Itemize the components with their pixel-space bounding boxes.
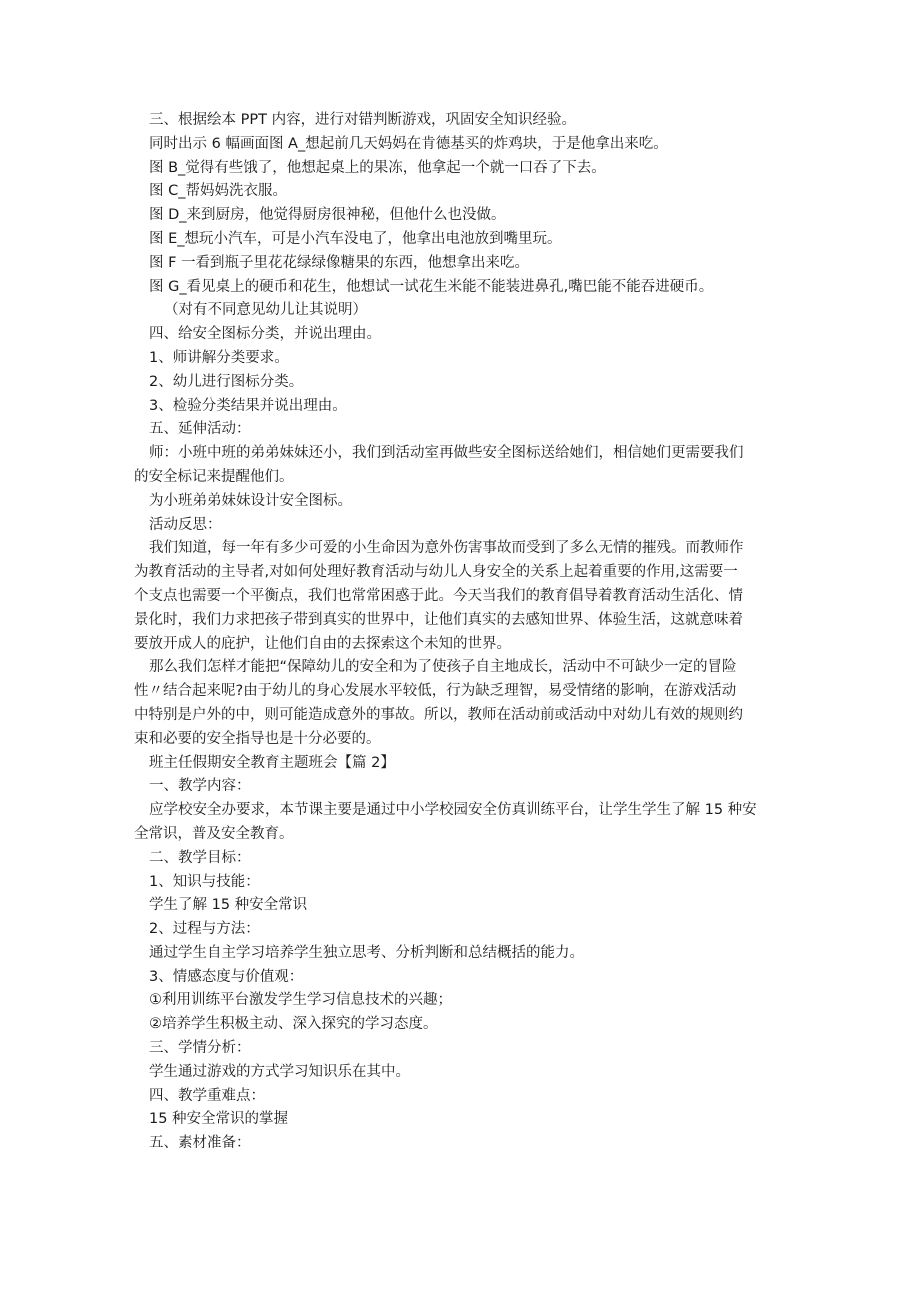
paragraph-line: 那么我们怎样才能把“保障幼儿的安全和为了使孩子自主地成长，活动中不可缺少一定的冒险: [149, 659, 737, 676]
paragraph-line: 个支点也需要一个平衡点，我们也常常困惑于此。今天当我们的教育倡导着教育活动生活化、情: [134, 587, 743, 604]
paragraph-line: 图 G_看见桌上的硬币和花生，他想试一试花生米能不能装进鼻孔,嘴巴能不能吞进硬币。: [149, 278, 714, 295]
paragraph-line: 图 B_觉得有些饿了，他想起桌上的果冻，他拿起一个就一口吞了下去。: [149, 159, 606, 176]
document-body: [134, 109, 794, 1156]
paragraph-line: （对有不同意见幼儿让其说明）: [164, 302, 367, 319]
section-title: 班主任假期安全教育主题班会【篇 2】: [149, 754, 395, 771]
section-heading: 四、给安全图标分类，并说出理由。: [149, 326, 381, 343]
paragraph-line: 学生通过游戏的方式学习知识乐在其中。: [149, 1063, 410, 1080]
paragraph-line: 性〃结合起来呢?由于幼儿的身心发展水平较低，行为缺乏理智，易受情绪的影响，在游戏活动: [134, 683, 737, 700]
section-heading: 二、教学目标：: [149, 849, 251, 866]
paragraph-line: 15 种安全常识的掌握: [149, 1111, 289, 1128]
paragraph-line: 要放开成人的庇护，让他们自由的去探索这个未知的世界。: [134, 635, 511, 652]
paragraph-line: 为教育活动的主导者,对如何处理好教育活动与幼儿人身安全的关系上起着重要的作用,这需要一: [134, 564, 738, 581]
section-heading: 一、教学内容：: [149, 778, 251, 795]
paragraph-line: 学生了解 15 种安全常识: [149, 897, 308, 914]
paragraph-line: 为小班弟弟妹妹设计安全图标。: [149, 492, 352, 509]
paragraph-line: 2、幼儿进行图标分类。: [149, 373, 304, 390]
paragraph-line: 通过学生自主学习培养学生独立思考、分析判断和总结概括的能力。: [149, 944, 584, 961]
paragraph-line: 1、知识与技能：: [149, 873, 260, 890]
paragraph-line: 3、情感态度与价值观：: [149, 968, 304, 985]
paragraph-line: 全常识，普及安全教育。: [134, 825, 294, 842]
section-heading: 活动反思：: [149, 516, 222, 533]
paragraph-line: 图 C_帮妈妈洗衣服。: [149, 183, 287, 200]
paragraph-line: 图 D_来到厨房，他觉得厨房很神秘，但他什么也没做。: [149, 207, 506, 224]
paragraph-line: 2、过程与方法：: [149, 921, 260, 938]
paragraph-line: 1、师讲解分类要求。: [149, 349, 289, 366]
section-heading: 四、教学重难点：: [149, 1087, 265, 1104]
paragraph-line: 图 E_想玩小汽车，可是小汽车没电了，他拿出电池放到嘴里玩。: [149, 230, 562, 247]
paragraph-line: 应学校安全办要求，本节课主要是通过中小学校园安全仿真训练平台，让学生学生了解 15 种安: [149, 802, 757, 819]
paragraph-line: ②培养学生积极主动、深入探究的学习态度。: [149, 1016, 438, 1033]
paragraph-line: 三、根据绘本 PPT 内容，进行对错判断游戏，巩固安全知识经验。: [149, 112, 577, 128]
paragraph-line: 同时出示 6 幅画面图 A_想起前几天妈妈在肯德基买的炸鸡块，于是他拿出来吃。: [149, 135, 668, 152]
section-heading: 五、延伸活动：: [149, 421, 251, 438]
section-heading: 三、学情分析：: [149, 1040, 251, 1057]
paragraph-line: 束和必要的安全指导也是十分必要的。: [134, 730, 381, 747]
paragraph-line: 的安全标记来提醒他们。: [134, 468, 294, 485]
paragraph-line: 师：小班中班的弟弟妹妹还小，我们到活动室再做些安全图标送给她们，相信她们更需要我们: [149, 445, 744, 462]
paragraph-line: ①利用训练平台激发学生学习信息技术的兴趣；: [149, 992, 452, 1009]
paragraph-line: 中特别是户外的中，则可能造成意外的事故。所以，教师在活动前或活动中对幼儿有效的规则约: [134, 706, 743, 723]
paragraph-line: 3、检验分类结果并说出理由。: [149, 397, 347, 414]
paragraph-line: 图 F 一看到瓶子里花花绿绿像糖果的东西，他想拿出来吃。: [149, 254, 530, 271]
section-heading: 五、素材准备：: [149, 1135, 251, 1152]
paragraph-line: 我们知道，每一年有多少可爱的小生命因为意外伤害事故而受到了多么无情的摧残。而教师作: [149, 540, 744, 557]
paragraph-line: 景化时，我们力求把孩子带到真实的世界中，让他们真实的去感知世界、体验生活，这就意味着: [134, 611, 743, 628]
